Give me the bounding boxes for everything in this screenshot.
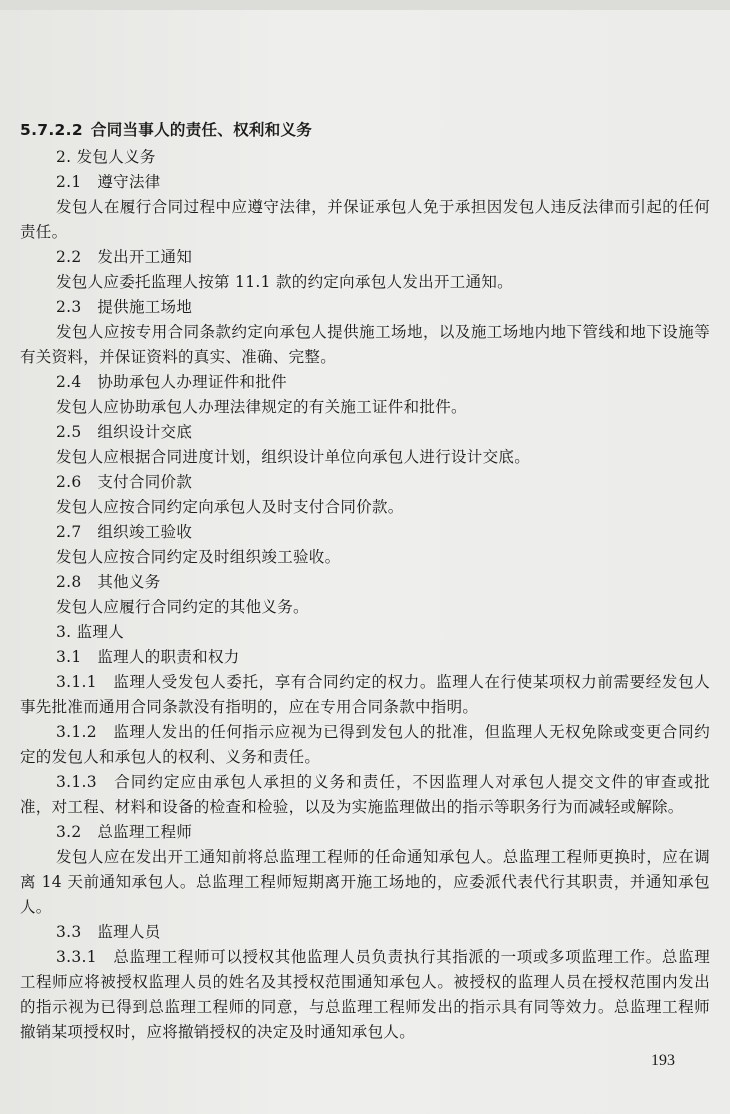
paragraph: 发包人应按专用合同条款约定向承包人提供施工场地，以及施工场地内地下管线和地下设施等有关资料，并保证资料的真实、准确、完整。 [20,323,710,366]
paragraph: 发包人应按合同约定及时组织竣工验收。 [56,548,341,566]
section-heading [20,118,710,143]
page-content [20,118,710,1045]
subheading: 2.3 提供施工场地 [56,298,193,316]
paragraph: 3.1.3 合同约定应由承包人承担的义务和责任，不因监理人对承包人提交文件的审查或批准，对工程、材料和设备的检查和检验，以及为实施监理做出的指示等职务行为而减轻或解除。 [20,773,710,816]
section-number: 5.7.2.2 [20,121,83,139]
subheading: 2.7 组织竣工验收 [56,523,193,541]
subheading: 2. 发包人义务 [56,148,156,166]
page-number: 193 [651,1052,675,1069]
paragraph: 3.1.1 监理人受发包人委托，享有合同约定的权力。监理人在行使某项权力前需要经发包人事先批准而通用合同条款没有指明的，应在专用合同条款中指明。 [20,673,710,716]
body-text [20,145,710,1045]
subheading: 2.6 支付合同价款 [56,473,193,491]
subheading: 3.1 监理人的职责和权力 [56,648,240,666]
subheading: 2.5 组织设计交底 [56,423,193,441]
subheading: 3. 监理人 [56,623,125,641]
paragraph: 发包人在履行合同过程中应遵守法律，并保证承包人免于承担因发包人违反法律而引起的任何责任。 [20,198,710,241]
subheading: 3.3 监理人员 [56,923,161,941]
paragraph: 发包人应履行合同约定的其他义务。 [56,598,309,616]
page-top-edge [0,0,730,10]
paragraph: 发包人应委托监理人按第 11.1 款的约定向承包人发出开工通知。 [56,273,513,291]
subheading: 3.2 总监理工程师 [56,823,193,841]
subheading: 2.2 发出开工通知 [56,248,193,266]
paragraph: 发包人应协助承包人办理法律规定的有关施工证件和批件。 [56,398,467,416]
paragraph: 3.3.1 总监理工程师可以授权其他监理人员负责执行其指派的一项或多项监理工作。总监理工程师应将被授权监理人员的姓名及其授权范围通知承包人。被授权的监理人员在授权范围内发出的指示视为已得到总监理工程师的同意，与总监理工程师发出的指示具有同等效力。总监理工程师撤销某项授权时，应将撤销授权的决定及时通知承包人。 [20,948,710,1041]
subheading: 2.1 遵守法律 [56,173,161,191]
paragraph: 发包人应在发出开工通知前将总监理工程师的任命通知承包人。总监理工程师更换时，应在调离 14 天前通知承包人。总监理工程师短期离开施工场地的，应委派代表代行其职责，并通知承包人。 [20,848,710,916]
subheading: 2.8 其他义务 [56,573,161,591]
paragraph: 3.1.2 监理人发出的任何指示应视为已得到发包人的批准，但监理人无权免除或变更合同约定的发包人和承包人的权利、义务和责任。 [20,723,710,766]
paragraph: 发包人应根据合同进度计划，组织设计单位向承包人进行设计交底。 [56,448,531,466]
subheading: 2.4 协助承包人办理证件和批件 [56,373,287,391]
paragraph: 发包人应按合同约定向承包人及时支付合同价款。 [56,498,404,516]
section-title: 合同当事人的责任、权利和义务 [90,121,313,139]
